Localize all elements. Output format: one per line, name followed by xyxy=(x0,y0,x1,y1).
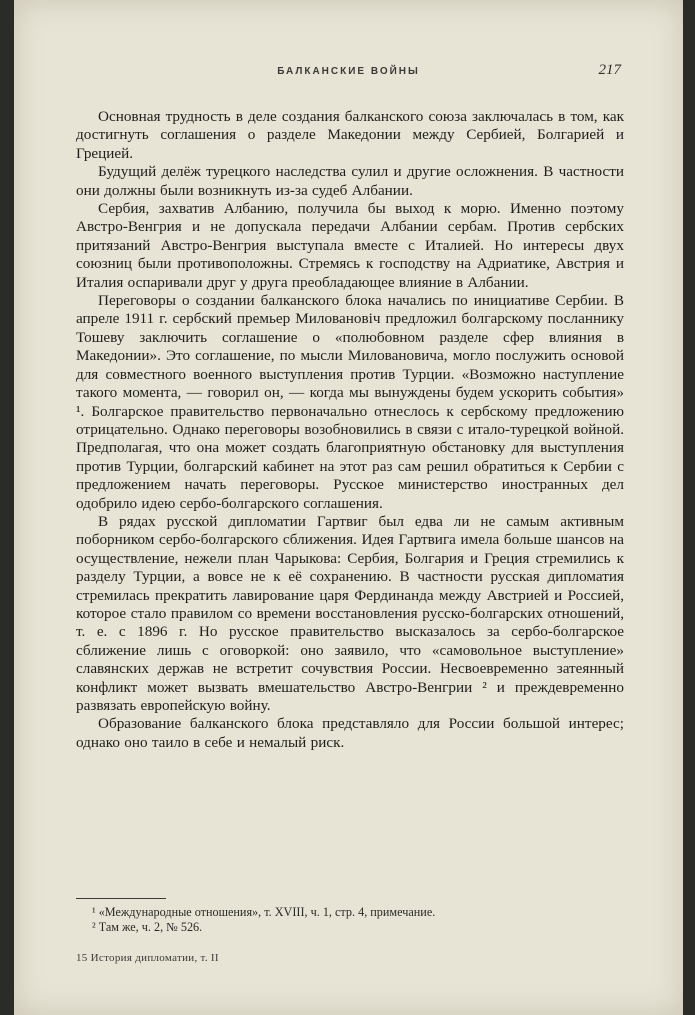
paragraph: В рядах русской дипломатии Гартвиг был едва ли не самым активным поборником сербо-болгарского сближения. Идея Гартвига имела больше шансов на осуществление, нежели план Чарыкова: Сербия, Болгария и Греция стремились к разделу Турции, а вовсе не к её сохранению. В частности русская дипломатия стремилась прекратить лавирование царя Фердинанда между Австрией и Россией, которое стало правилом со времени восстановления русско-болгарских отношений, т. е. с 1896 г. Но русское правительство высказалось за сербо-болгарское сближение лишь с оговоркой: оно заявило, что «самовольное выступление» славянских держав не встретит сочувствия России. Несвоевременно затеянный конфликт может вызвать вмешательство Австро-Венгрии ² и преждевременно развязать европейскую войну. xyxy=(76,512,624,714)
running-head: БАЛКАНСКИЕ ВОЙНЫ xyxy=(277,66,420,77)
footnotes xyxy=(76,905,624,935)
paragraph: Сербия, захватив Албанию, получила бы выход к морю. Именно поэтому Австро-Венгрия и не допускала передачи Албании сербам. Против сербских притязаний Австро-Венгрия выступала вместе с Италией. Но интересы двух союзниц были противоположны. Стремясь к господству на Адриатике, Австрия и Италия оспаривали друг у друга преобладающее влияние в Албании. xyxy=(76,200,624,291)
book-page xyxy=(14,0,683,1015)
paragraph: Переговоры о создании балканского блока начались по инициативе Сербии. В апреле 1911 г. сербский премьер Миловановіч предложил болгарскому посланнику Тошеву заключить соглашение о «полюбовном разделе сфер влияния в Македонии». Это соглашение, по мысли Миловановича, могло послужить основой для совместного военного выступления против Турции. «Возможно наступление такого момента, — говорил он, — когда мы вынуждены будем ускорить события» ¹. Болгарское правительство первоначально отнеслось к сербскому предложению отрицательно. Однако переговоры возобновились в связи с итало-турецкой войной. Предполагая, что она может создать благоприятную обстановку для выступления против Турции, болгарский кабинет на этот раз сам решил обратиться к Сербии с предложением начать переговоры. Русское министерство иностранных дел одобрило идею сербо-болгарского соглашения. xyxy=(76,292,624,512)
page-number: 217 xyxy=(598,62,621,78)
body-text xyxy=(76,108,624,752)
page-header xyxy=(14,62,683,84)
paragraph: Будущий делёж турецкого наследства сулил и другие осложнения. В частности они должны были возникнуть из-за судеб Албании. xyxy=(76,163,624,199)
footnote: ² Там же, ч. 2, № 526. xyxy=(92,920,203,934)
footnote: ¹ «Международные отношения», т. XVIII, ч. 1, стр. 4, примечание. xyxy=(92,905,436,919)
signature-line: 15 История дипломатии, т. II xyxy=(76,952,219,964)
paragraph: Основная трудность в деле создания балканского союза заключалась в том, как достигнуть соглашения о разделе Македонии между Сербией, Болгарией и Грецией. xyxy=(76,108,624,162)
paragraph: Образование балканского блока представляло для России большой интерес; однако оно таило в себе и немалый риск. xyxy=(76,715,624,751)
footnote-divider xyxy=(76,898,166,899)
